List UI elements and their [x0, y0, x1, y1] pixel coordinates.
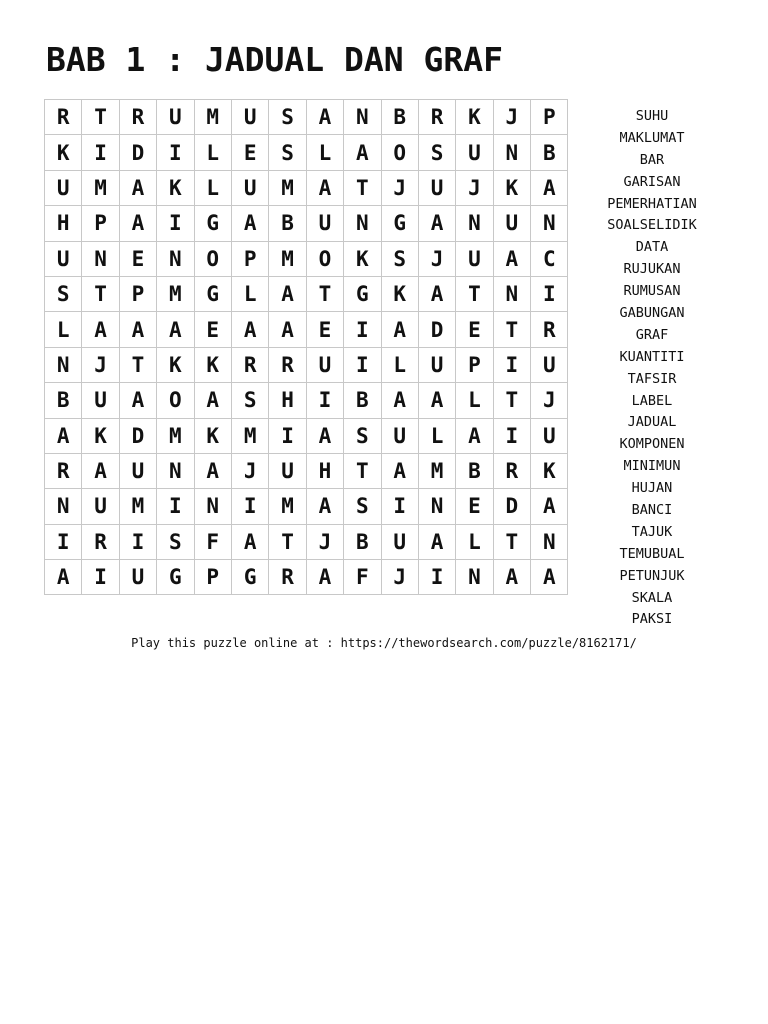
- grid-cell[interactable]: E: [119, 241, 156, 276]
- grid-cell[interactable]: R: [82, 524, 119, 559]
- grid-cell[interactable]: U: [531, 347, 568, 382]
- word-list-item: PETUNJUK: [619, 567, 685, 584]
- grid-cell[interactable]: I: [231, 489, 268, 524]
- grid-cell[interactable]: A: [269, 276, 306, 311]
- grid-cell[interactable]: T: [344, 170, 381, 205]
- grid-cell[interactable]: A: [418, 276, 455, 311]
- word-list-item: GARISAN: [623, 173, 681, 190]
- grid-cell[interactable]: U: [531, 418, 568, 453]
- grid-cell[interactable]: I: [45, 524, 82, 559]
- grid-cell[interactable]: O: [306, 241, 343, 276]
- grid-cell[interactable]: O: [157, 383, 194, 418]
- grid-cell[interactable]: A: [306, 100, 343, 135]
- grid-cell[interactable]: J: [82, 347, 119, 382]
- grid-cell[interactable]: R: [418, 100, 455, 135]
- grid-cell[interactable]: A: [531, 560, 568, 595]
- grid-cell[interactable]: U: [82, 383, 119, 418]
- grid-cell[interactable]: R: [231, 347, 268, 382]
- word-list-item: RUMUSAN: [623, 283, 681, 300]
- word-list-item: JADUAL: [627, 414, 677, 431]
- grid-cell[interactable]: D: [418, 312, 455, 347]
- grid-cell[interactable]: G: [194, 206, 231, 241]
- grid-cell[interactable]: S: [45, 276, 82, 311]
- grid-cell[interactable]: A: [493, 241, 530, 276]
- grid-cell[interactable]: A: [418, 524, 455, 559]
- grid-cell[interactable]: U: [306, 347, 343, 382]
- grid-cell[interactable]: B: [456, 453, 493, 488]
- grid-cell[interactable]: G: [344, 276, 381, 311]
- grid-cell[interactable]: A: [157, 312, 194, 347]
- grid-cell[interactable]: N: [456, 560, 493, 595]
- grid-row: [45, 383, 568, 418]
- grid-cell[interactable]: J: [456, 170, 493, 205]
- grid-cell[interactable]: M: [157, 276, 194, 311]
- footer-link-text: Play this puzzle online at : https://thewordsearch.com/puzzle/8162171/: [131, 636, 637, 650]
- grid-cell[interactable]: I: [269, 418, 306, 453]
- grid-cell[interactable]: M: [231, 418, 268, 453]
- grid-cell[interactable]: A: [82, 312, 119, 347]
- grid-cell[interactable]: A: [531, 489, 568, 524]
- grid-cell[interactable]: I: [119, 524, 156, 559]
- grid-cell[interactable]: B: [531, 135, 568, 170]
- word-list-item: BAR: [639, 151, 665, 168]
- grid-cell[interactable]: N: [493, 135, 530, 170]
- grid-cell[interactable]: A: [231, 206, 268, 241]
- grid-row: [45, 524, 568, 559]
- grid-row: [45, 241, 568, 276]
- grid-cell[interactable]: O: [194, 241, 231, 276]
- grid-cell[interactable]: A: [344, 135, 381, 170]
- grid-cell[interactable]: A: [306, 560, 343, 595]
- grid-cell[interactable]: D: [493, 489, 530, 524]
- grid-cell[interactable]: M: [82, 170, 119, 205]
- grid-cell[interactable]: J: [381, 170, 418, 205]
- grid-row: [45, 276, 568, 311]
- grid-cell[interactable]: S: [157, 524, 194, 559]
- word-list-item: SUHU: [635, 108, 669, 124]
- word-list-item: PEMERHATIAN: [607, 195, 697, 212]
- grid-cell[interactable]: K: [194, 418, 231, 453]
- grid-cell[interactable]: T: [344, 453, 381, 488]
- word-list-item: LABEL: [631, 392, 673, 409]
- word-list-item: MAKLUMAT: [619, 129, 685, 146]
- grid-cell[interactable]: J: [381, 560, 418, 595]
- grid-row: [45, 100, 568, 135]
- grid-cell[interactable]: K: [344, 241, 381, 276]
- grid-cell[interactable]: N: [344, 206, 381, 241]
- word-list-item: RUJUKAN: [623, 261, 681, 278]
- grid-cell[interactable]: A: [381, 453, 418, 488]
- grid-cell[interactable]: S: [231, 383, 268, 418]
- word-list-item: TEMUBUAL: [619, 545, 685, 562]
- grid-cell[interactable]: I: [344, 312, 381, 347]
- grid-cell[interactable]: U: [45, 170, 82, 205]
- grid-cell[interactable]: T: [456, 276, 493, 311]
- word-list-item: MINIMUN: [623, 458, 681, 475]
- grid-cell[interactable]: F: [194, 524, 231, 559]
- grid-cell[interactable]: G: [194, 276, 231, 311]
- grid-cell[interactable]: P: [456, 347, 493, 382]
- grid-cell[interactable]: U: [418, 347, 455, 382]
- grid-cell[interactable]: R: [531, 312, 568, 347]
- grid-cell[interactable]: I: [82, 135, 119, 170]
- grid-cell[interactable]: A: [82, 453, 119, 488]
- grid-cell[interactable]: H: [306, 453, 343, 488]
- grid-cell[interactable]: D: [119, 135, 156, 170]
- grid-cell[interactable]: N: [531, 524, 568, 559]
- grid-cell[interactable]: P: [119, 276, 156, 311]
- grid-cell[interactable]: E: [456, 489, 493, 524]
- grid-cell[interactable]: E: [194, 312, 231, 347]
- grid-cell[interactable]: E: [231, 135, 268, 170]
- grid-cell[interactable]: K: [157, 347, 194, 382]
- grid-row: [45, 418, 568, 453]
- grid-row: [45, 453, 568, 488]
- grid-cell[interactable]: U: [231, 170, 268, 205]
- word-list-item: BANCI: [631, 502, 673, 519]
- word-list-item: KOMPONEN: [619, 436, 685, 453]
- grid-cell[interactable]: P: [531, 100, 568, 135]
- grid-cell[interactable]: N: [157, 453, 194, 488]
- grid-cell[interactable]: A: [418, 206, 455, 241]
- grid-cell[interactable]: I: [344, 347, 381, 382]
- grid-cell[interactable]: I: [381, 489, 418, 524]
- grid-cell[interactable]: I: [157, 206, 194, 241]
- word-list-item: TAJUK: [631, 523, 673, 540]
- grid-cell[interactable]: A: [381, 383, 418, 418]
- grid-cell[interactable]: M: [418, 453, 455, 488]
- grid-cell[interactable]: G: [381, 206, 418, 241]
- grid-row: [45, 347, 568, 382]
- grid-cell[interactable]: J: [531, 383, 568, 418]
- grid-cell[interactable]: R: [45, 453, 82, 488]
- grid-cell[interactable]: A: [269, 312, 306, 347]
- grid-cell[interactable]: U: [269, 453, 306, 488]
- grid-cell[interactable]: D: [119, 418, 156, 453]
- grid-cell[interactable]: U: [456, 241, 493, 276]
- grid-cell[interactable]: N: [45, 489, 82, 524]
- word-list-item: GRAF: [635, 326, 669, 343]
- grid-cell[interactable]: I: [493, 418, 530, 453]
- grid-cell[interactable]: A: [456, 418, 493, 453]
- grid-cell[interactable]: A: [194, 453, 231, 488]
- grid-cell[interactable]: A: [418, 383, 455, 418]
- grid-cell[interactable]: R: [119, 100, 156, 135]
- grid-cell[interactable]: S: [344, 418, 381, 453]
- grid-cell[interactable]: A: [45, 418, 82, 453]
- word-list-item: SOALSELIDIK: [607, 217, 697, 234]
- grid-cell[interactable]: E: [456, 312, 493, 347]
- grid-cell[interactable]: L: [194, 170, 231, 205]
- grid-cell[interactable]: I: [157, 489, 194, 524]
- grid-row: [45, 170, 568, 205]
- grid-cell[interactable]: T: [493, 524, 530, 559]
- grid-cell[interactable]: A: [231, 524, 268, 559]
- grid-cell[interactable]: U: [493, 206, 530, 241]
- grid-cell[interactable]: L: [456, 524, 493, 559]
- grid-cell[interactable]: B: [381, 100, 418, 135]
- grid-cell[interactable]: A: [231, 312, 268, 347]
- grid-cell[interactable]: J: [306, 524, 343, 559]
- grid-cell[interactable]: R: [269, 560, 306, 595]
- grid-cell[interactable]: P: [231, 241, 268, 276]
- grid-cell[interactable]: S: [269, 135, 306, 170]
- grid-cell[interactable]: A: [45, 560, 82, 595]
- grid-cell[interactable]: B: [344, 524, 381, 559]
- grid-row: [45, 312, 568, 347]
- grid-cell[interactable]: L: [456, 383, 493, 418]
- grid-cell[interactable]: L: [45, 312, 82, 347]
- grid-cell[interactable]: A: [119, 206, 156, 241]
- grid-cell[interactable]: N: [418, 489, 455, 524]
- grid-cell[interactable]: A: [531, 170, 568, 205]
- grid-cell[interactable]: K: [493, 170, 530, 205]
- grid-cell[interactable]: U: [119, 453, 156, 488]
- grid-cell[interactable]: J: [493, 100, 530, 135]
- word-list: [592, 106, 712, 631]
- grid-cell[interactable]: A: [306, 418, 343, 453]
- grid-cell[interactable]: K: [456, 100, 493, 135]
- grid-cell[interactable]: U: [381, 524, 418, 559]
- grid-cell[interactable]: G: [231, 560, 268, 595]
- grid-cell[interactable]: U: [45, 241, 82, 276]
- grid-cell[interactable]: T: [269, 524, 306, 559]
- grid-cell[interactable]: U: [381, 418, 418, 453]
- grid-cell[interactable]: K: [531, 453, 568, 488]
- grid-cell[interactable]: S: [418, 135, 455, 170]
- grid-cell[interactable]: K: [381, 276, 418, 311]
- grid-cell[interactable]: A: [306, 170, 343, 205]
- grid-cell[interactable]: T: [306, 276, 343, 311]
- grid-cell[interactable]: N: [344, 100, 381, 135]
- grid-cell[interactable]: A: [306, 489, 343, 524]
- grid-cell[interactable]: M: [194, 100, 231, 135]
- grid-cell[interactable]: N: [531, 206, 568, 241]
- grid-cell[interactable]: I: [306, 383, 343, 418]
- grid-cell[interactable]: S: [344, 489, 381, 524]
- grid-cell[interactable]: B: [269, 206, 306, 241]
- grid-cell[interactable]: A: [119, 383, 156, 418]
- grid-cell[interactable]: U: [456, 135, 493, 170]
- grid-cell[interactable]: E: [306, 312, 343, 347]
- grid-cell[interactable]: I: [418, 560, 455, 595]
- grid-cell[interactable]: B: [344, 383, 381, 418]
- grid-cell[interactable]: S: [381, 241, 418, 276]
- grid-cell[interactable]: F: [344, 560, 381, 595]
- grid-cell[interactable]: P: [82, 206, 119, 241]
- grid-cell[interactable]: I: [531, 276, 568, 311]
- grid-cell[interactable]: J: [418, 241, 455, 276]
- grid-cell[interactable]: A: [119, 312, 156, 347]
- grid-cell[interactable]: U: [157, 100, 194, 135]
- grid-row: [45, 206, 568, 241]
- grid-cell[interactable]: T: [119, 347, 156, 382]
- word-list-item: GABUNGAN: [619, 305, 685, 322]
- word-list-item: HUJAN: [631, 480, 673, 497]
- grid-cell[interactable]: T: [82, 276, 119, 311]
- grid-cell[interactable]: I: [493, 347, 530, 382]
- page-title: BAB 1 : JADUAL DAN GRAF: [46, 40, 503, 79]
- word-list-item: SKALA: [631, 589, 673, 606]
- grid-cell[interactable]: S: [269, 100, 306, 135]
- grid-cell[interactable]: U: [418, 170, 455, 205]
- grid-row: [45, 560, 568, 595]
- grid-cell[interactable]: A: [493, 560, 530, 595]
- grid-cell[interactable]: J: [231, 453, 268, 488]
- grid-cell[interactable]: N: [82, 241, 119, 276]
- grid-cell[interactable]: G: [157, 560, 194, 595]
- grid-cell[interactable]: U: [82, 489, 119, 524]
- grid-cell[interactable]: I: [157, 135, 194, 170]
- grid-cell[interactable]: U: [231, 100, 268, 135]
- grid-cell[interactable]: K: [194, 347, 231, 382]
- word-list-item: TAFSIR: [627, 370, 677, 387]
- grid-row: [45, 135, 568, 170]
- grid-cell[interactable]: M: [157, 418, 194, 453]
- grid-cell[interactable]: L: [231, 276, 268, 311]
- grid-cell[interactable]: H: [269, 383, 306, 418]
- grid-cell[interactable]: L: [381, 347, 418, 382]
- grid-cell[interactable]: B: [45, 383, 82, 418]
- word-list-item: PAKSI: [631, 611, 673, 628]
- grid-cell[interactable]: N: [456, 206, 493, 241]
- grid-cell[interactable]: M: [119, 489, 156, 524]
- grid-cell[interactable]: T: [493, 383, 530, 418]
- grid-cell[interactable]: L: [194, 135, 231, 170]
- grid-cell[interactable]: T: [82, 100, 119, 135]
- grid-cell[interactable]: M: [269, 489, 306, 524]
- word-list-item: KUANTITI: [619, 348, 685, 365]
- grid-cell[interactable]: I: [82, 560, 119, 595]
- grid-cell[interactable]: R: [493, 453, 530, 488]
- grid-cell[interactable]: H: [45, 206, 82, 241]
- grid-cell[interactable]: C: [531, 241, 568, 276]
- grid-cell[interactable]: K: [45, 135, 82, 170]
- grid-cell[interactable]: N: [194, 489, 231, 524]
- grid-cell[interactable]: P: [194, 560, 231, 595]
- word-list-item: DATA: [635, 239, 669, 256]
- grid-cell[interactable]: N: [493, 276, 530, 311]
- grid-cell[interactable]: K: [157, 170, 194, 205]
- grid-cell[interactable]: T: [493, 312, 530, 347]
- grid-cell[interactable]: M: [269, 241, 306, 276]
- grid-row: [45, 489, 568, 524]
- grid-cell[interactable]: N: [45, 347, 82, 382]
- grid-cell[interactable]: N: [157, 241, 194, 276]
- grid-cell[interactable]: R: [269, 347, 306, 382]
- grid-cell[interactable]: K: [82, 418, 119, 453]
- grid-cell[interactable]: L: [306, 135, 343, 170]
- grid-cell[interactable]: A: [381, 312, 418, 347]
- grid-cell[interactable]: A: [194, 383, 231, 418]
- grid-cell[interactable]: O: [381, 135, 418, 170]
- grid-cell[interactable]: U: [306, 206, 343, 241]
- grid-cell[interactable]: A: [119, 170, 156, 205]
- grid-cell[interactable]: L: [418, 418, 455, 453]
- grid-cell[interactable]: M: [269, 170, 306, 205]
- letter-grid[interactable]: [44, 99, 568, 595]
- grid-cell[interactable]: U: [119, 560, 156, 595]
- grid-cell[interactable]: R: [45, 100, 82, 135]
